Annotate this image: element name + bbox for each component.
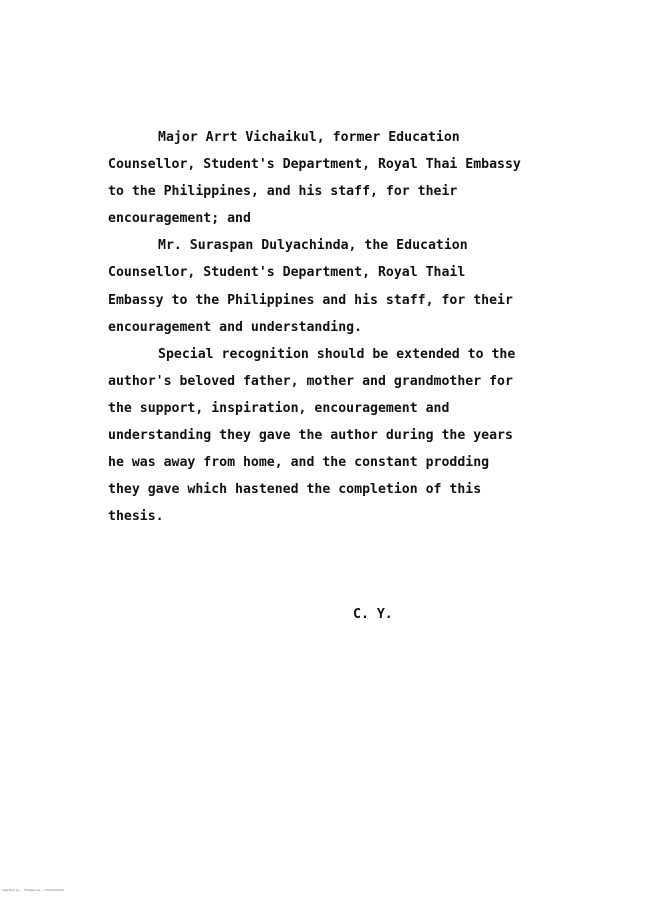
- text-line: the support, inspiration, encouragement and: [108, 400, 450, 416]
- text-line: Mr. Suraspan Dulyachinda, the Education: [158, 238, 468, 254]
- text-line: Embassy to the Philippines and his staff, for their: [108, 292, 513, 308]
- text-line: Counsellor, Student's Department, Royal Thai Embassy: [108, 157, 521, 173]
- text-line: understanding they gave the author during the years: [108, 428, 513, 444]
- text-line: thesis.: [108, 509, 164, 525]
- text-line: Major Arrt Vichaikul, former Education: [158, 130, 460, 145]
- author-initials: C. Y.: [353, 607, 393, 622]
- digitization-footer-note: digitized by ... Philippines ... 0000000000: [2, 888, 65, 892]
- text-line: they gave which hastened the completion of this: [108, 482, 482, 498]
- text-line: he was away from home, and the constant prodding: [108, 455, 490, 471]
- acknowledgment-text: [108, 124, 578, 530]
- text-line: author's beloved father, mother and grandmother for: [108, 373, 513, 389]
- text-line: Special recognition should be extended to the: [158, 346, 516, 362]
- text-line: Counsellor, Student's Department, Royal Thail: [108, 265, 466, 281]
- text-line: encouragement; and: [108, 211, 251, 227]
- text-line: to the Philippines, and his staff, for their: [108, 184, 458, 200]
- text-line: encouragement and understanding.: [108, 319, 363, 335]
